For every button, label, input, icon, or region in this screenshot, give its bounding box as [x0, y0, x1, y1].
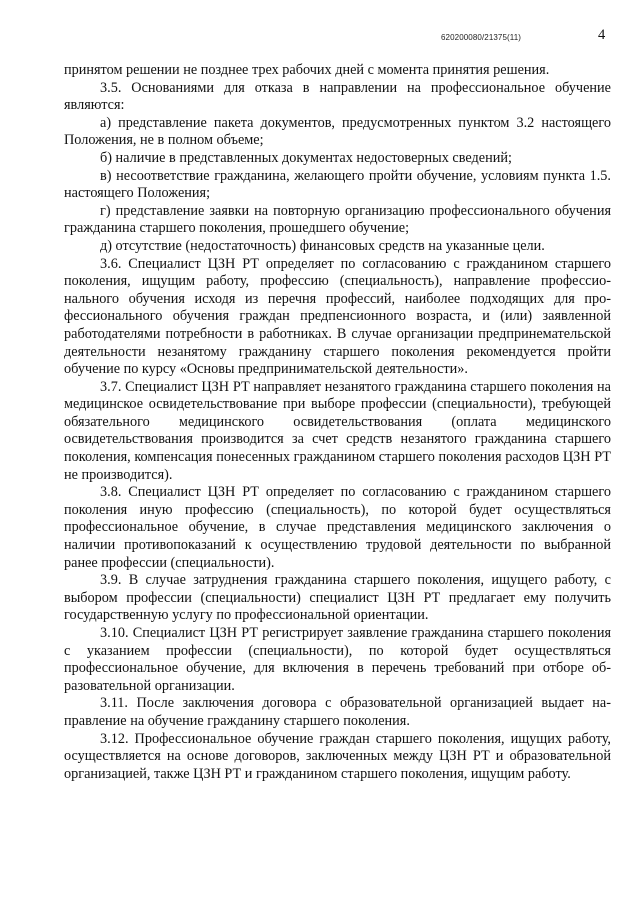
paragraph-3-5-b: б) наличие в представленных документах недостоверных сведений; — [100, 149, 512, 166]
document-reference-code: 620200080/21375(11) — [441, 33, 522, 42]
paragraph-3-5-v: в) несоответствие гражданина, желающего пройти обучение, условиям пункта 1.5. настоящего Положения; — [64, 167, 611, 202]
paragraph-3-6: 3.6. Специалист ЦЗН РТ определяет по согласованию с гражданином старшего поколения, ищущим работу, профессию (специальность), направление профессионального обучения исходя из перечня профессий, наиболее подходящих для профессионального обучения граждан предпенсионного возраста, и (или) заявленной работодателями потребности в работниках. В случае организации предпринемательской деятельности незанятому гражданину старшего поколения рекомендуется пройти обучение по курсу «Основы предпринимательской деятельности». — [64, 255, 611, 378]
paragraph-3-9: 3.9. В случае затруднения гражданина старшего поколения, ищущего работу, с выбором профессии (специальности) специалист ЦЗН РТ предлагает ему получить государственную услугу по профессиональной ориентации. — [64, 572, 611, 624]
paragraph-continuation: принятом решении не позднее трех рабочих дней с момента принятия решения. — [64, 62, 550, 78]
paragraph-3-5: 3.5. Основаниями для отказа в направлении на профессиональное обучение являются: — [64, 79, 611, 114]
paragraph-3-7: 3.7. Специалист ЦЗН РТ направляет незанятого гражданина старшего поколения на медицинское освидетельствование при выборе профессии (специальности), требующей обязательного медицинского освидетельствования (оплата медицинского освидетельствования производится за счет средств незанятого гражданина старшего поколения, компенсация понесенных гражданином старшего поколения расходов ЦЗН РТ не производится). — [64, 378, 611, 483]
document-body — [64, 62, 611, 783]
paragraph-3-10: 3.10. Специалист ЦЗН РТ регистрирует заявление гражданина старшего поколения с указанием профессии (специальности), по которой будет осуществляться профессиональное обучение, для включения в перечень требований при отборе образовательной организации. — [64, 625, 611, 694]
page-number: 4 — [598, 27, 606, 43]
paragraph-3-5-d: д) отсутствие (недостаточность) финансовых средств на указанные цели. — [100, 237, 545, 254]
paragraph-3-12: 3.12. Профессиональное обучение граждан старшего поколения, ищущих работу, осуществляется на основе договоров, заключенных между ЦЗН РТ и образовательной организацией, также ЦЗН РТ и гражданином старшего поколения, ищущим работу. — [64, 730, 611, 782]
paragraph-3-5-a: а) представление пакета документов, предусмотренных пунктом 3.2 настоящего Положения, не в полном объеме; — [64, 114, 611, 149]
paragraph-3-8: 3.8. Специалист ЦЗН РТ определяет по согласованию с гражданином старшего поколения иную профессию (специальность), по которой будет осуществляться профессиональное обучение, в случае представления медицинского заключения о наличии противопоказаний к осуществлению трудовой деятельности по выбранной ранее профессии (специальности). — [64, 484, 611, 571]
paragraph-3-11: 3.11. После заключения договора с образовательной организацией выдает направление на обучение гражданину старшего поколения. — [64, 695, 611, 729]
paragraph-3-5-g: г) представление заявки на повторную организацию профессионального обучения гражданина старшего поколения, прошедшего обучение; — [64, 202, 611, 237]
